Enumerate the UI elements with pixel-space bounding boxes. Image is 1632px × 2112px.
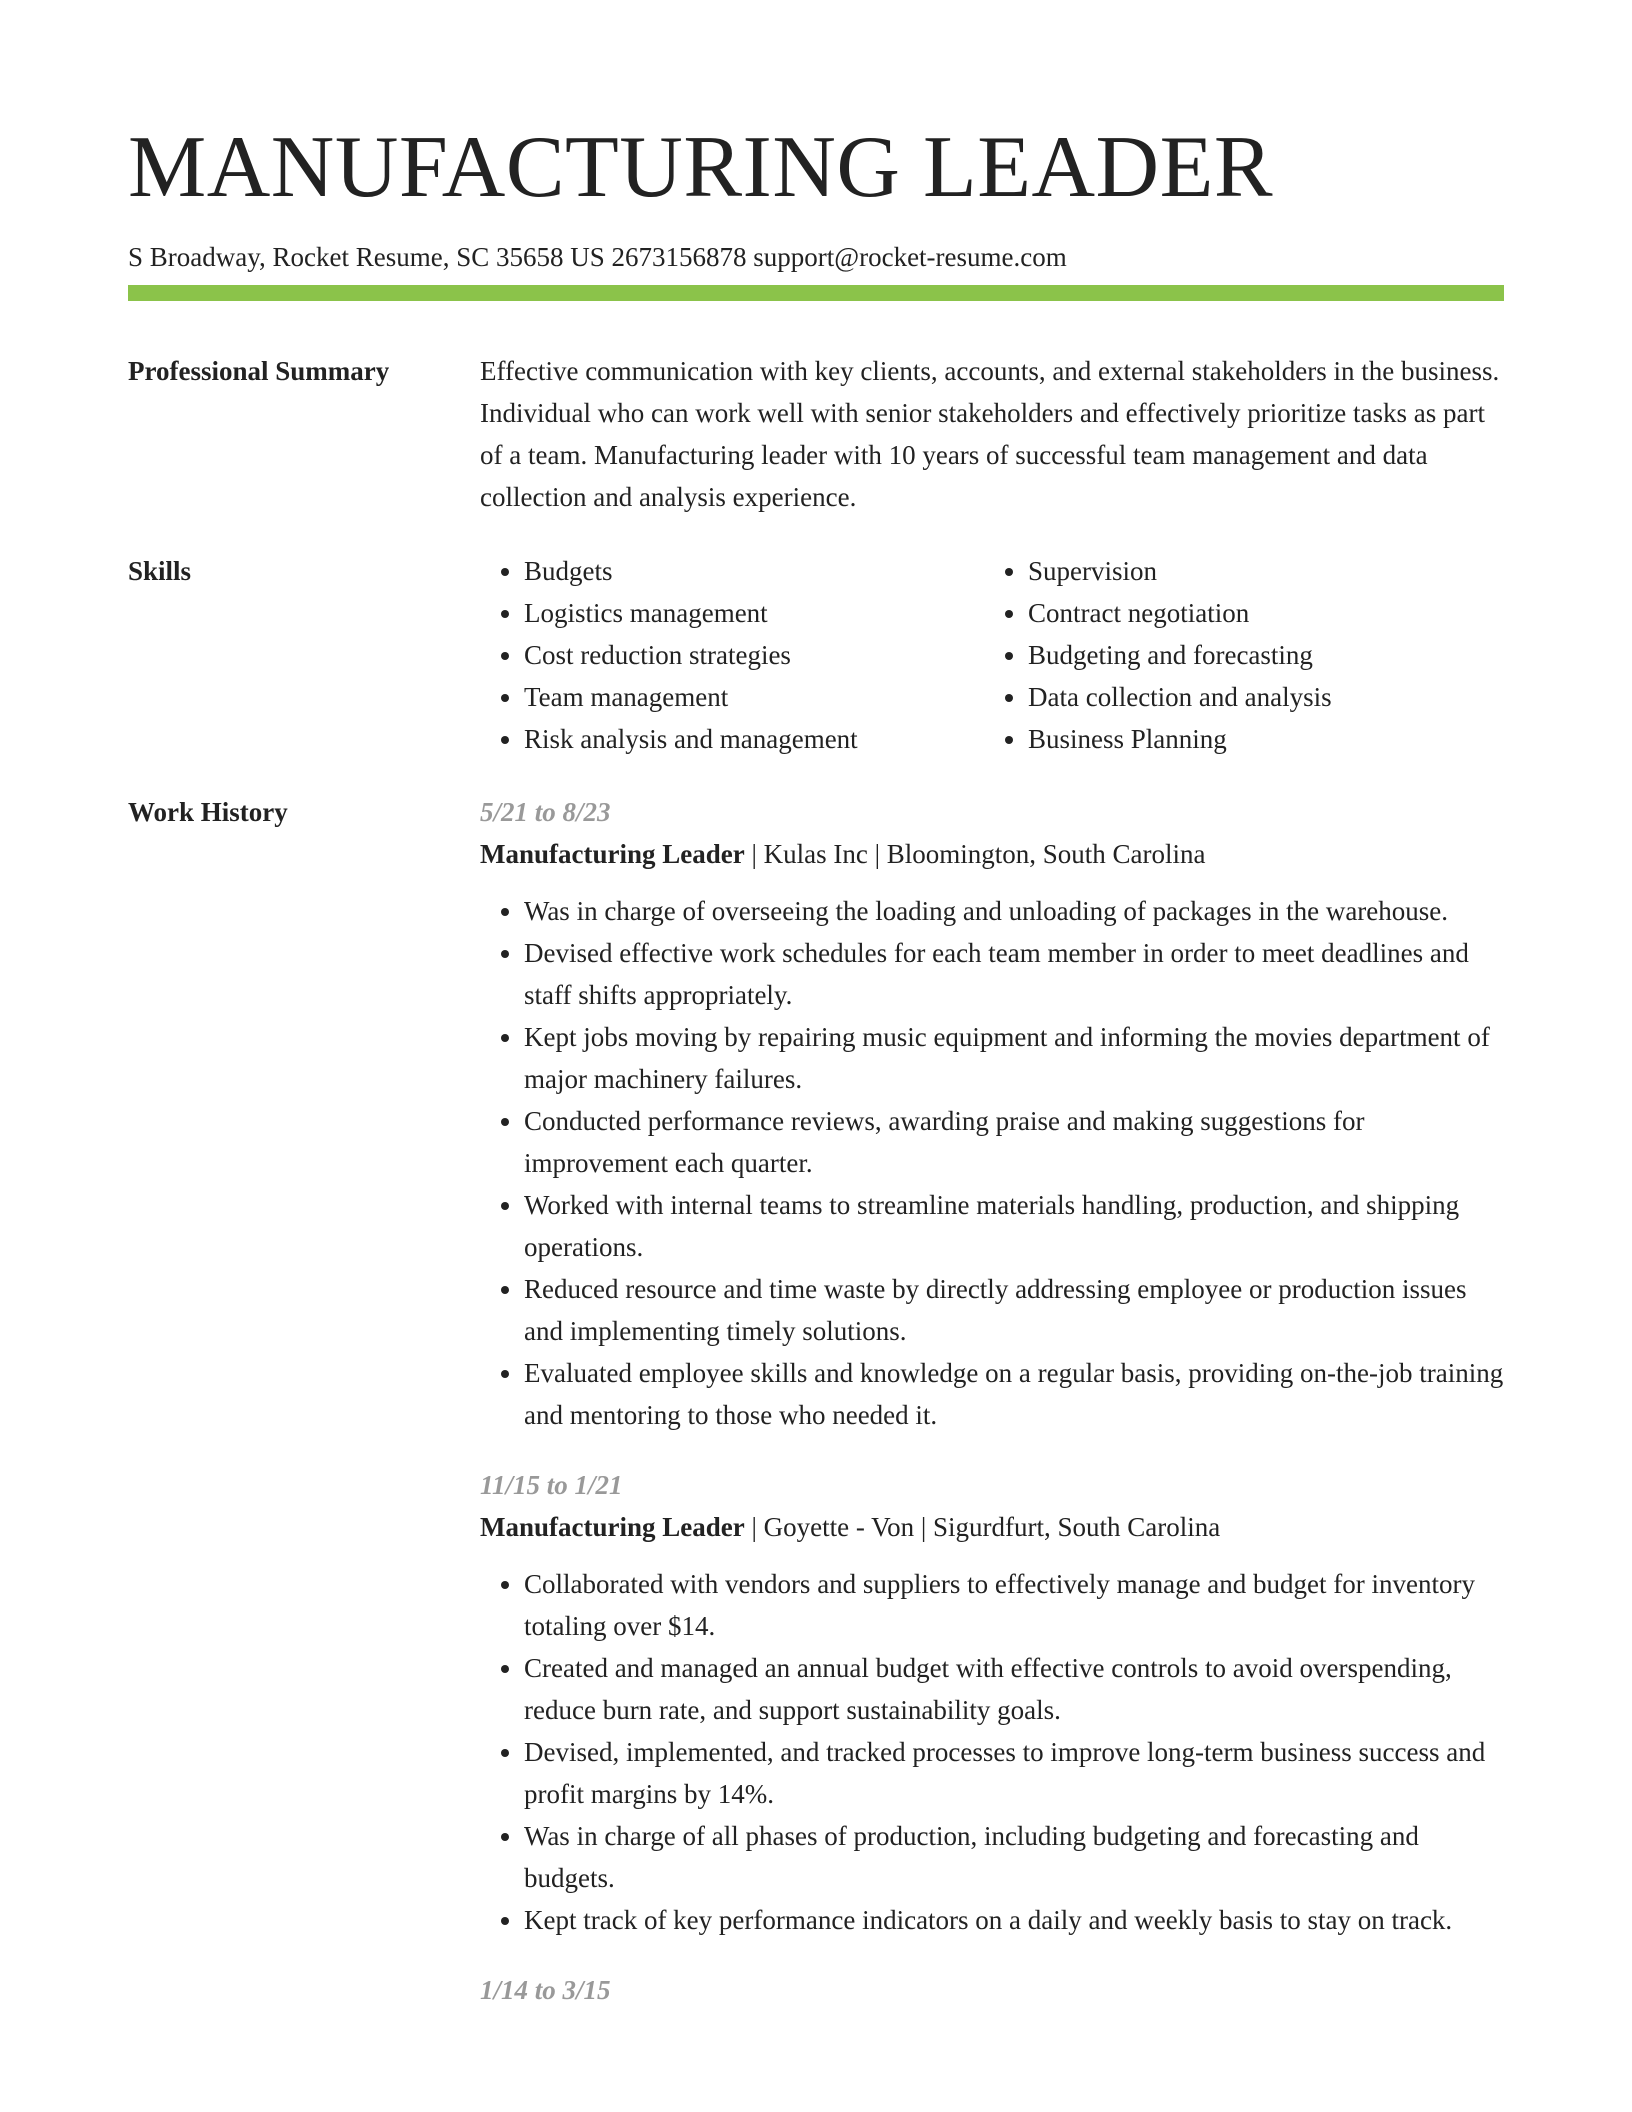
job-entry bbox=[480, 791, 1504, 1436]
skill-item: • Budgets bbox=[524, 550, 984, 592]
summary-body bbox=[480, 350, 1504, 518]
job-details: | Goyette - Von | Sigurdfurt, South Carolina bbox=[744, 1512, 1221, 1542]
job-title-line bbox=[480, 833, 1504, 875]
summary-text: Effective communication with key clients, accounts, and external stakeholders in the business. Individual who can work well with senior stakeholders and effectively prioritize tasks as part of a team. Manufacturing leader with 10 years of successful team management and data collection and analysis experience. bbox=[480, 356, 1500, 512]
work-history-body bbox=[480, 791, 1504, 2039]
section-label-skills: Skills bbox=[128, 556, 192, 586]
job-bullet: • Conducted performance reviews, awarding praise and making suggestions for improvement each quarter. bbox=[524, 1100, 1504, 1184]
job-bullet-list bbox=[480, 1563, 1504, 1941]
job-bullet: • Devised, implemented, and tracked processes to improve long-term business success and profit margins by 14%. bbox=[524, 1731, 1504, 1815]
job-bullet: • Created and managed an annual budget with effective controls to avoid overspending, reduce burn rate, and support sustainability goals. bbox=[524, 1647, 1504, 1731]
job-bullet: • Was in charge of overseeing the loading and unloading of packages in the warehouse. bbox=[524, 890, 1504, 932]
job-bullet: • Devised effective work schedules for each team member in order to meet deadlines and staff shifts appropriately. bbox=[524, 932, 1504, 1016]
job-bullet: • Kept track of key performance indicators on a daily and weekly basis to stay on track. bbox=[524, 1899, 1504, 1941]
job-title: Manufacturing Leader bbox=[480, 1512, 745, 1542]
job-bullet: • Worked with internal teams to streamline materials handling, production, and shipping operations. bbox=[524, 1184, 1504, 1268]
candidate-name: MANUFACTURING LEADER bbox=[128, 119, 1274, 216]
section-label-summary: Professional Summary bbox=[128, 356, 390, 386]
job-bullet: • Reduced resource and time waste by directly addressing employee or production issues and implementing timely solutions. bbox=[524, 1268, 1504, 1352]
job-bullet: • Evaluated employee skills and knowledge on a regular basis, providing on-the-job training and mentoring to those who needed it. bbox=[524, 1352, 1504, 1436]
skill-item: • Budgeting and forecasting bbox=[1028, 634, 1488, 676]
job-entry bbox=[480, 1969, 1504, 2011]
skills-body bbox=[480, 550, 1504, 760]
job-dates: 5/21 to 8/23 bbox=[480, 797, 611, 827]
job-bullet-list bbox=[480, 890, 1504, 1436]
section-label-work-history: Work History bbox=[128, 797, 288, 827]
skill-item: • Team management bbox=[524, 676, 984, 718]
job-dates: 1/14 to 3/15 bbox=[480, 1975, 611, 2005]
job-details: | Kulas Inc | Bloomington, South Carolina bbox=[744, 839, 1206, 869]
skill-item: • Contract negotiation bbox=[1028, 592, 1488, 634]
job-bullet: • Kept jobs moving by repairing music equipment and informing the movies department of major machinery failures. bbox=[524, 1016, 1504, 1100]
skills-list-left bbox=[480, 550, 984, 760]
job-bullet: • Was in charge of all phases of production, including budgeting and forecasting and budgets. bbox=[524, 1815, 1504, 1899]
resume-header bbox=[128, 118, 1504, 274]
job-bullet: • Collaborated with vendors and suppliers to effectively manage and budget for inventory totaling over $14. bbox=[524, 1563, 1504, 1647]
skill-item: • Data collection and analysis bbox=[1028, 676, 1488, 718]
skill-item: • Supervision bbox=[1028, 550, 1488, 592]
skill-item: • Logistics management bbox=[524, 592, 984, 634]
job-title: Manufacturing Leader bbox=[480, 839, 745, 869]
contact-line: S Broadway, Rocket Resume, SC 35658 US 2673156878 support@rocket-resume.com bbox=[128, 242, 1067, 272]
accent-divider bbox=[128, 285, 1504, 301]
job-title-line bbox=[480, 1506, 1504, 1548]
skill-item: • Business Planning bbox=[1028, 718, 1488, 760]
job-dates: 11/15 to 1/21 bbox=[480, 1470, 623, 1500]
skill-item: • Risk analysis and management bbox=[524, 718, 984, 760]
skills-list-right bbox=[984, 550, 1488, 760]
job-entry bbox=[480, 1464, 1504, 1941]
skill-item: • Cost reduction strategies bbox=[524, 634, 984, 676]
